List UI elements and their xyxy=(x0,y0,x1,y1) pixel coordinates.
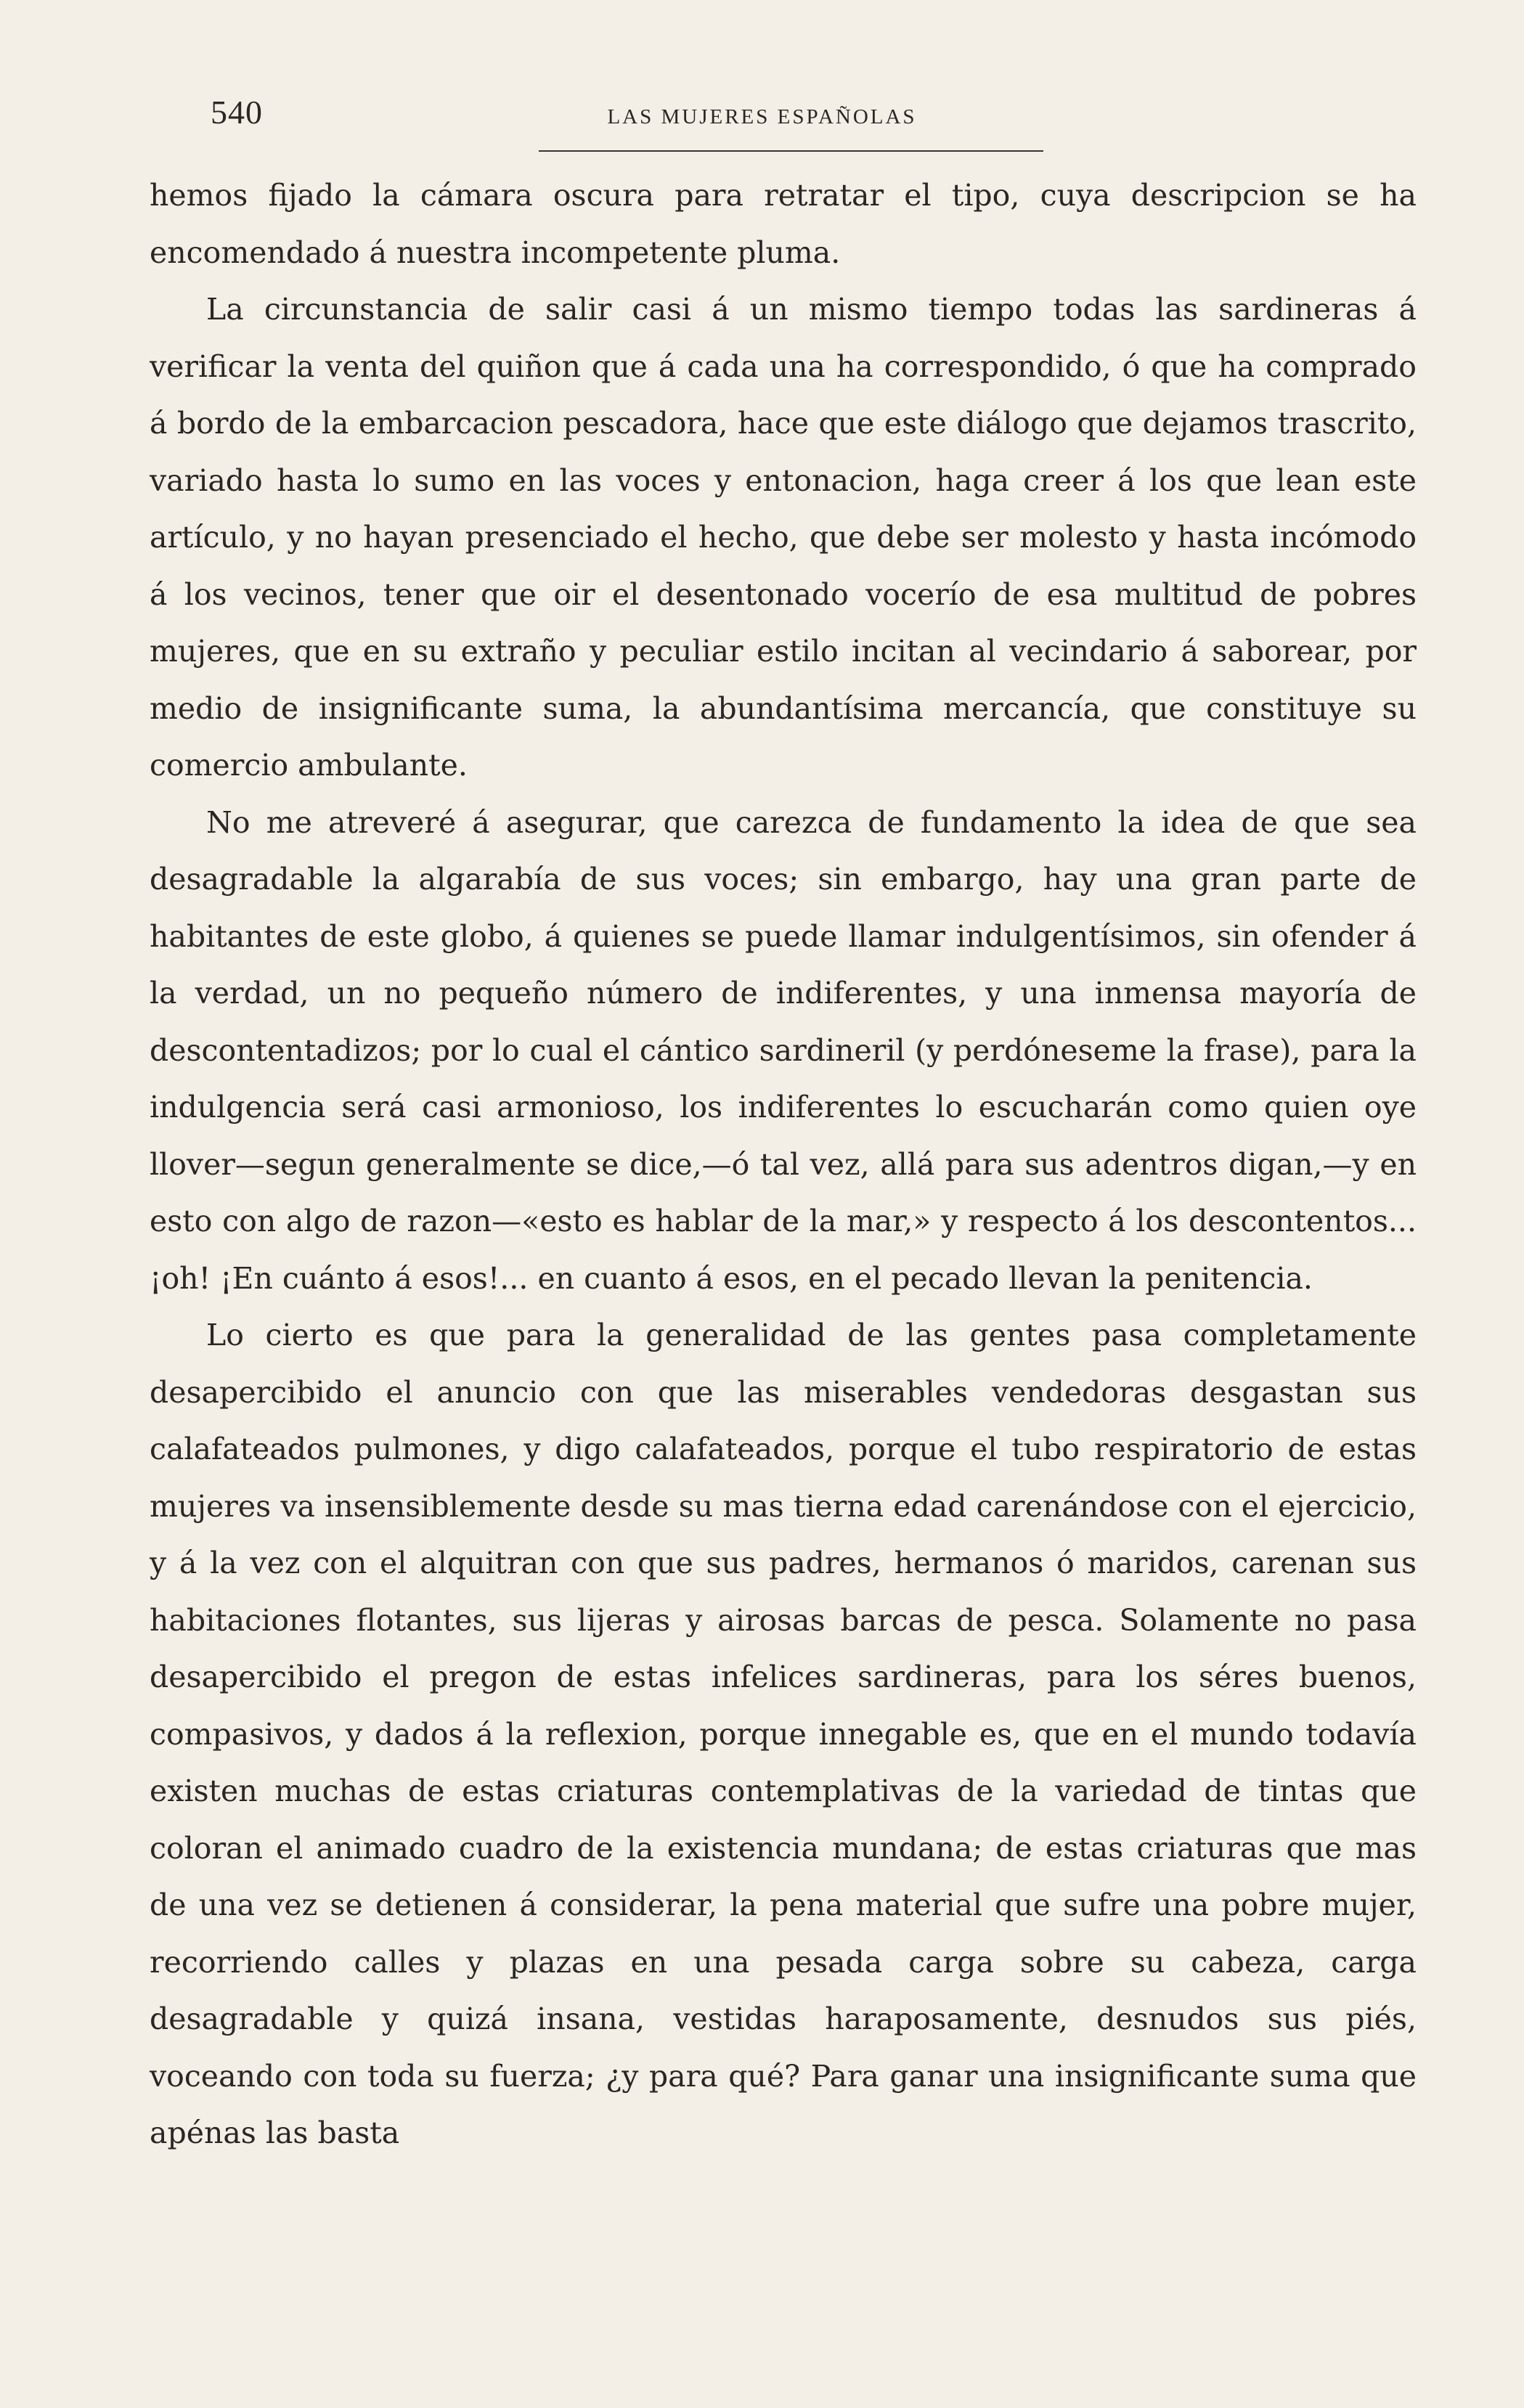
paragraph-continued: hemos fijado la cámara oscura para retratar el tipo, cuya descripcion se ha encomendado á nuestra incompetente pluma. xyxy=(150,178,1417,270)
paragraph: Lo cierto es que para la generalidad de las gentes pasa completamente desapercibido el anuncio con que las miserables vendedoras desgastan sus calafateados pulmones, y digo calafateados, porque el tubo respiratorio de estas mujeres va insensiblemente desde su mas tierna edad carenándose con el ejercicio, y á la vez con el alquitran con que sus padres, hermanos ó maridos, carenan sus habitaciones flotantes, sus lijeras y airosas barcas de pesca. Solamente no pasa desapercibido el pregon de estas infelices sardineras, para los séres buenos, compasivos, y dados á la reflexion, porque innegable es, que en el mundo todavía existen muchas de estas criaturas contemplativas de la variedad de tintas que coloran el animado cuadro de la existencia mundana; de estas criaturas que mas de una vez se detienen á considerar, la pena material que sufre una pobre mujer, recorriendo calles y plazas en una pesada carga sobre su cabeza, carga desagradable y quizá insana, vestidas haraposamente, desnudos sus piés, voceando con toda su fuerza; ¿y para qué? Para ganar una insignificante suma que apénas las basta xyxy=(150,1318,1417,2150)
page-number: 540 xyxy=(211,94,263,131)
running-title: LAS MUJERES ESPAÑOLAS xyxy=(607,105,917,128)
header-rule xyxy=(539,150,1043,152)
paragraph: No me atreveré á asegurar, que carezca de fundamento la idea de que sea desagradable la algarabía de sus voces; sin embargo, hay una gran parte de habitantes de este globo, á quienes se puede llamar indulgentísimos, sin ofender á la verdad, un no pequeño número de indiferentes, y una inmensa mayoría de descontentadizos; por lo cual el cántico sardineril (y perdóneseme la frase), para la indulgencia será casi armonioso, los indiferentes lo escucharán como quien oye llover—segun generalmente se dice,—ó tal vez, allá para sus adentros digan,—y en esto con algo de razon—«esto es hablar de la mar,» y respecto á los descontentos... ¡oh! ¡En cuánto á esos!... en cuanto á esos, en el pecado llevan la penitencia. xyxy=(150,804,1417,1296)
paragraph: La circunstancia de salir casi á un mismo tiempo todas las sardineras á verificar la venta del quiñon que á cada una ha correspondido, ó que ha comprado á bordo de la embarcacion pescadora, hace que este diálogo que dejamos trascrito, variado hasta lo sumo en las voces y entonacion, haga creer á los que lean este artículo, y no hayan presenciado el hecho, que debe ser molesto y hasta incómodo á los vecinos, tener que oir el desentonado vocerío de esa multitud de pobres mujeres, que en su extraño y peculiar estilo incitan al vecindario á saborear, por medio de insignificante suma, la abundantísima mercancía, que constituye su comercio ambulante. xyxy=(150,292,1417,783)
body-text xyxy=(150,167,1417,2162)
